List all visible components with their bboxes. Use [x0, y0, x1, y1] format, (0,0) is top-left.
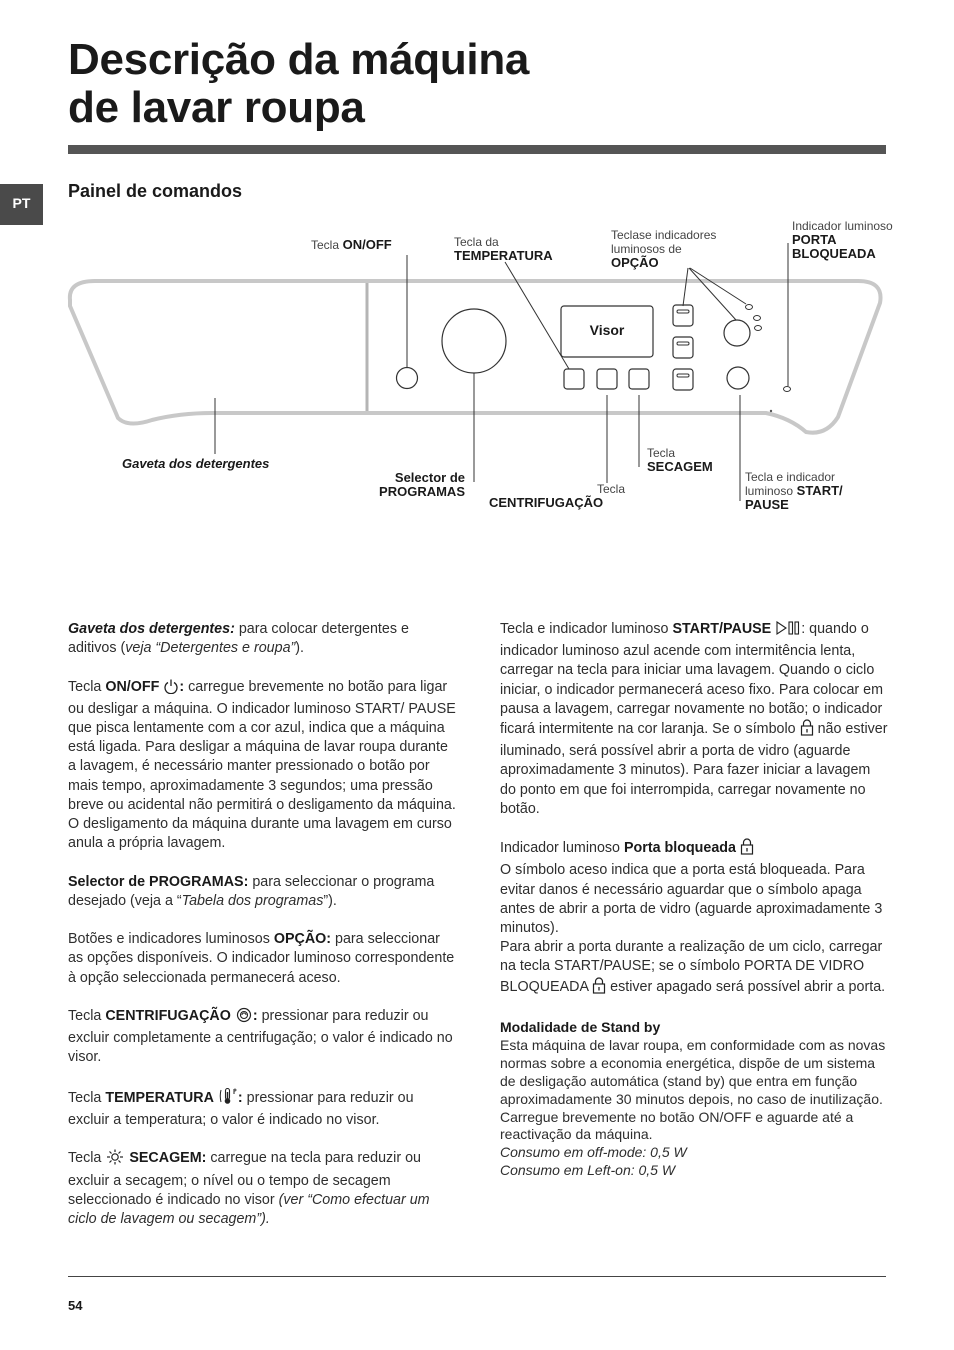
label-porta-name-1: PORTA	[792, 232, 837, 247]
paragraph-secagem	[68, 1149, 458, 1229]
panel-dot	[770, 410, 772, 412]
section-heading: Painel de comandos	[68, 181, 243, 201]
secagem-prefix: Tecla	[68, 1150, 106, 1167]
porta-text-2: Para abrir a porta durante a realização de um ciclo, carregar na tecla START/PAUSE; se o símbolo PORTA DE VIDRO BLOQUEADA	[500, 939, 883, 995]
centrifugacao-colon: :	[252, 1008, 258, 1024]
option-button-3	[673, 369, 693, 390]
secagem-button	[629, 369, 649, 389]
label-selector-2: PROGRAMAS	[379, 484, 465, 499]
paragraph-temperatura	[68, 1087, 458, 1130]
standby-heading: Modalidade de Stand by	[500, 1019, 661, 1036]
page-number: 54	[68, 1298, 83, 1313]
label-gaveta: Gaveta dos detergentes	[122, 456, 270, 471]
right-column	[500, 620, 890, 1180]
start-pause-button	[727, 367, 749, 389]
option-led-1	[746, 305, 753, 310]
label-centrifugacao	[489, 482, 625, 510]
lock-icon	[740, 838, 754, 861]
onoff-prefix: Tecla	[68, 678, 106, 695]
lock-icon	[800, 719, 814, 742]
onoff-text: carregue brevemente no botão para ligar ou desligar a máquina. O indicador luminoso START/ PAUSE que pisca lentamente com a cor azul, indica que a máquina está ligada. Para desligar a máquina de lavar roupa durante a lavagem, é necessário manter pressionado o botão por mais tempo, aproximadamente 3 segundos; uma pressão breve ou acidental não permitirá o desligamento da máquina. O desligamento da máquina durante uma lavagem em curso anula a própria lavagem.	[68, 678, 456, 852]
gaveta-reference: veja “Detergentes e roupa”	[125, 640, 296, 657]
label-on-off	[311, 238, 392, 252]
start-prefix: Tecla e indicador luminoso	[500, 621, 673, 637]
start-text-2: não estiver iluminado, será possível abrir a porta de vidro (aguarde aproximadamente 3 minutos). Para fazer iniciar a lavagem do ponto em que foi interrompida, carregar novamente no botão.	[500, 721, 888, 817]
opcao-term: OPÇÃO:	[273, 931, 332, 948]
temperatura-colon: :	[237, 1089, 243, 1106]
label-start-prefix-2: luminoso	[745, 484, 794, 498]
left-column	[68, 620, 458, 1248]
standby-text: Esta máquina de lavar roupa, em conformidade com as novas normas sobre a economia energética, dispõe de um sistema de desligação automática (stand by) que entra em função aproximadamente 30 minutos depois, no caso de inutilização. Carregue brevemente no botão ON/OFF e aguarde até a reactivação da máquina.	[500, 1036, 886, 1143]
porta-term: Porta bloqueada	[623, 840, 736, 857]
temperatura-button	[564, 369, 584, 389]
paragraph-on-off	[68, 678, 458, 854]
standby-section	[500, 1019, 890, 1180]
paragraph-opcao	[68, 930, 458, 988]
label-opcao	[611, 228, 716, 270]
label-on-off-name: ON/OFF	[342, 237, 392, 252]
label-secagem	[647, 446, 713, 474]
footer-divider	[68, 1276, 886, 1277]
label-centrifugacao-name: CENTRIFUGAÇÃO	[489, 495, 604, 510]
standby-left-on: Consumo em Left-on: 0,5 W	[500, 1162, 676, 1179]
centrifugacao-term: CENTRIFUGAÇÃO	[105, 1008, 231, 1024]
label-opcao-name: OPÇÃO	[611, 255, 659, 270]
option-knob	[724, 320, 750, 346]
page-title	[68, 36, 529, 132]
label-opcao-prefix-2: luminosos de	[611, 242, 682, 256]
label-on-off-prefix: Tecla	[311, 238, 340, 252]
program-selector-dial	[442, 309, 506, 373]
paragraph-porta-bloqueada	[500, 838, 890, 1000]
gaveta-term: Gaveta dos detergentes:	[68, 621, 235, 637]
paragraph-start-pause	[500, 620, 890, 819]
secagem-text: carregue na tecla para reduzir ou excluir a secagem; o nível ou o tempo de secagem seleccionado é indicado no visor	[68, 1150, 421, 1208]
label-start-name-2: PAUSE	[745, 497, 789, 512]
display-label: Visor	[589, 322, 625, 338]
label-centrifugacao-prefix: Tecla	[597, 482, 626, 496]
secagem-reference: (ver “Como efectuar um ciclo de lavagem ou secagem”).	[68, 1191, 430, 1227]
opcao-prefix: Botões e indicadores luminosos	[68, 931, 274, 948]
label-selector	[330, 471, 465, 499]
label-porta-bloqueada	[792, 219, 893, 261]
power-icon	[163, 678, 179, 700]
lock-icon	[592, 977, 606, 1000]
temperatura-prefix: Tecla	[68, 1089, 106, 1106]
start-term: START/PAUSE	[672, 621, 772, 637]
selector-text-1: para seleccionar o programa desejado (veja a “	[68, 873, 435, 909]
option-button-1	[673, 305, 693, 326]
label-start-name-1: START/	[796, 483, 843, 498]
opcao-text: para seleccionar as opções disponíveis. O indicador luminoso correspondente à opção seleccionada permanecerá aceso.	[68, 931, 455, 986]
title-line-2: de lavar roupa	[68, 83, 365, 132]
standby-off-mode: Consumo em off-mode: 0,5 W	[500, 1144, 687, 1161]
selector-text-2: ”).	[323, 892, 337, 909]
label-porta-prefix: Indicador luminoso	[792, 219, 893, 233]
porta-text-1: O símbolo aceso indica que a porta está bloqueada. Para evitar danos é necessário aguardar que o símbolo apaga antes de abrir a porta de vidro (aguarde aproximadamente 3 minutos).	[500, 862, 883, 937]
selector-term: Selector de PROGRAMAS:	[68, 873, 249, 890]
drying-icon	[105, 1149, 125, 1171]
label-temperatura	[454, 235, 553, 263]
play-pause-icon	[775, 620, 801, 642]
paragraph-selector	[68, 873, 458, 911]
selector-reference: Tabela dos programas	[181, 892, 324, 909]
option-led-3	[755, 326, 762, 331]
spin-icon	[235, 1007, 253, 1029]
title-divider	[68, 145, 886, 154]
secagem-term: SECAGEM:	[129, 1150, 207, 1167]
door-lock-led	[784, 387, 791, 392]
label-start-prefix-1: Tecla e indicador	[745, 470, 836, 484]
gaveta-text-2: ).	[295, 640, 305, 657]
centrifugacao-prefix: Tecla	[68, 1008, 106, 1024]
label-opcao-prefix-1: Teclase indicadores	[611, 228, 717, 242]
label-temperatura-name: TEMPERATURA	[454, 248, 553, 263]
centrifugacao-text: pressionar para reduzir ou excluir completamente a centrifugação; o valor é indicado no visor.	[68, 1008, 453, 1066]
gaveta-text-1: para colocar detergentes e aditivos (	[68, 621, 409, 657]
start-text-1: : quando o indicador luminoso azul acende com intermitência lenta, carregar na tecla para iniciar uma lavagem. Quando o ciclo iniciar, o indicador permanecerá aceso fixo. Para colocar em pausa a lavagem, carregar novamente no botão; o indicador ficará intermitente na cor laranja. Se o símbolo	[500, 621, 884, 738]
paragraph-centrifugacao	[68, 1007, 458, 1068]
option-button-2	[673, 337, 693, 358]
porta-text-3: estiver apagado será possível abrir a porta.	[606, 978, 886, 995]
temperatura-text: pressionar para reduzir ou excluir a temperatura; o valor é indicado no visor.	[68, 1089, 414, 1128]
thermometer-icon	[218, 1087, 238, 1111]
paragraph-gaveta	[68, 620, 458, 658]
onoff-term: ON/OFF	[105, 678, 160, 695]
label-selector-1: Selector de	[394, 470, 465, 485]
label-secagem-prefix: Tecla	[647, 446, 676, 460]
title-line-1: Descrição da máquina	[68, 35, 530, 84]
language-tab: PT	[0, 184, 43, 225]
porta-prefix: Indicador luminoso	[500, 840, 624, 857]
label-start-pause	[745, 470, 843, 512]
temperatura-term: TEMPERATURA	[105, 1089, 214, 1106]
label-porta-name-2: BLOQUEADA	[792, 246, 876, 261]
option-led-2	[754, 316, 761, 321]
centrifugacao-button	[597, 369, 617, 389]
on-off-button	[397, 368, 418, 389]
label-temperatura-prefix: Tecla da	[454, 235, 499, 249]
onoff-colon: :	[179, 678, 185, 695]
label-secagem-name: SECAGEM	[647, 459, 713, 474]
